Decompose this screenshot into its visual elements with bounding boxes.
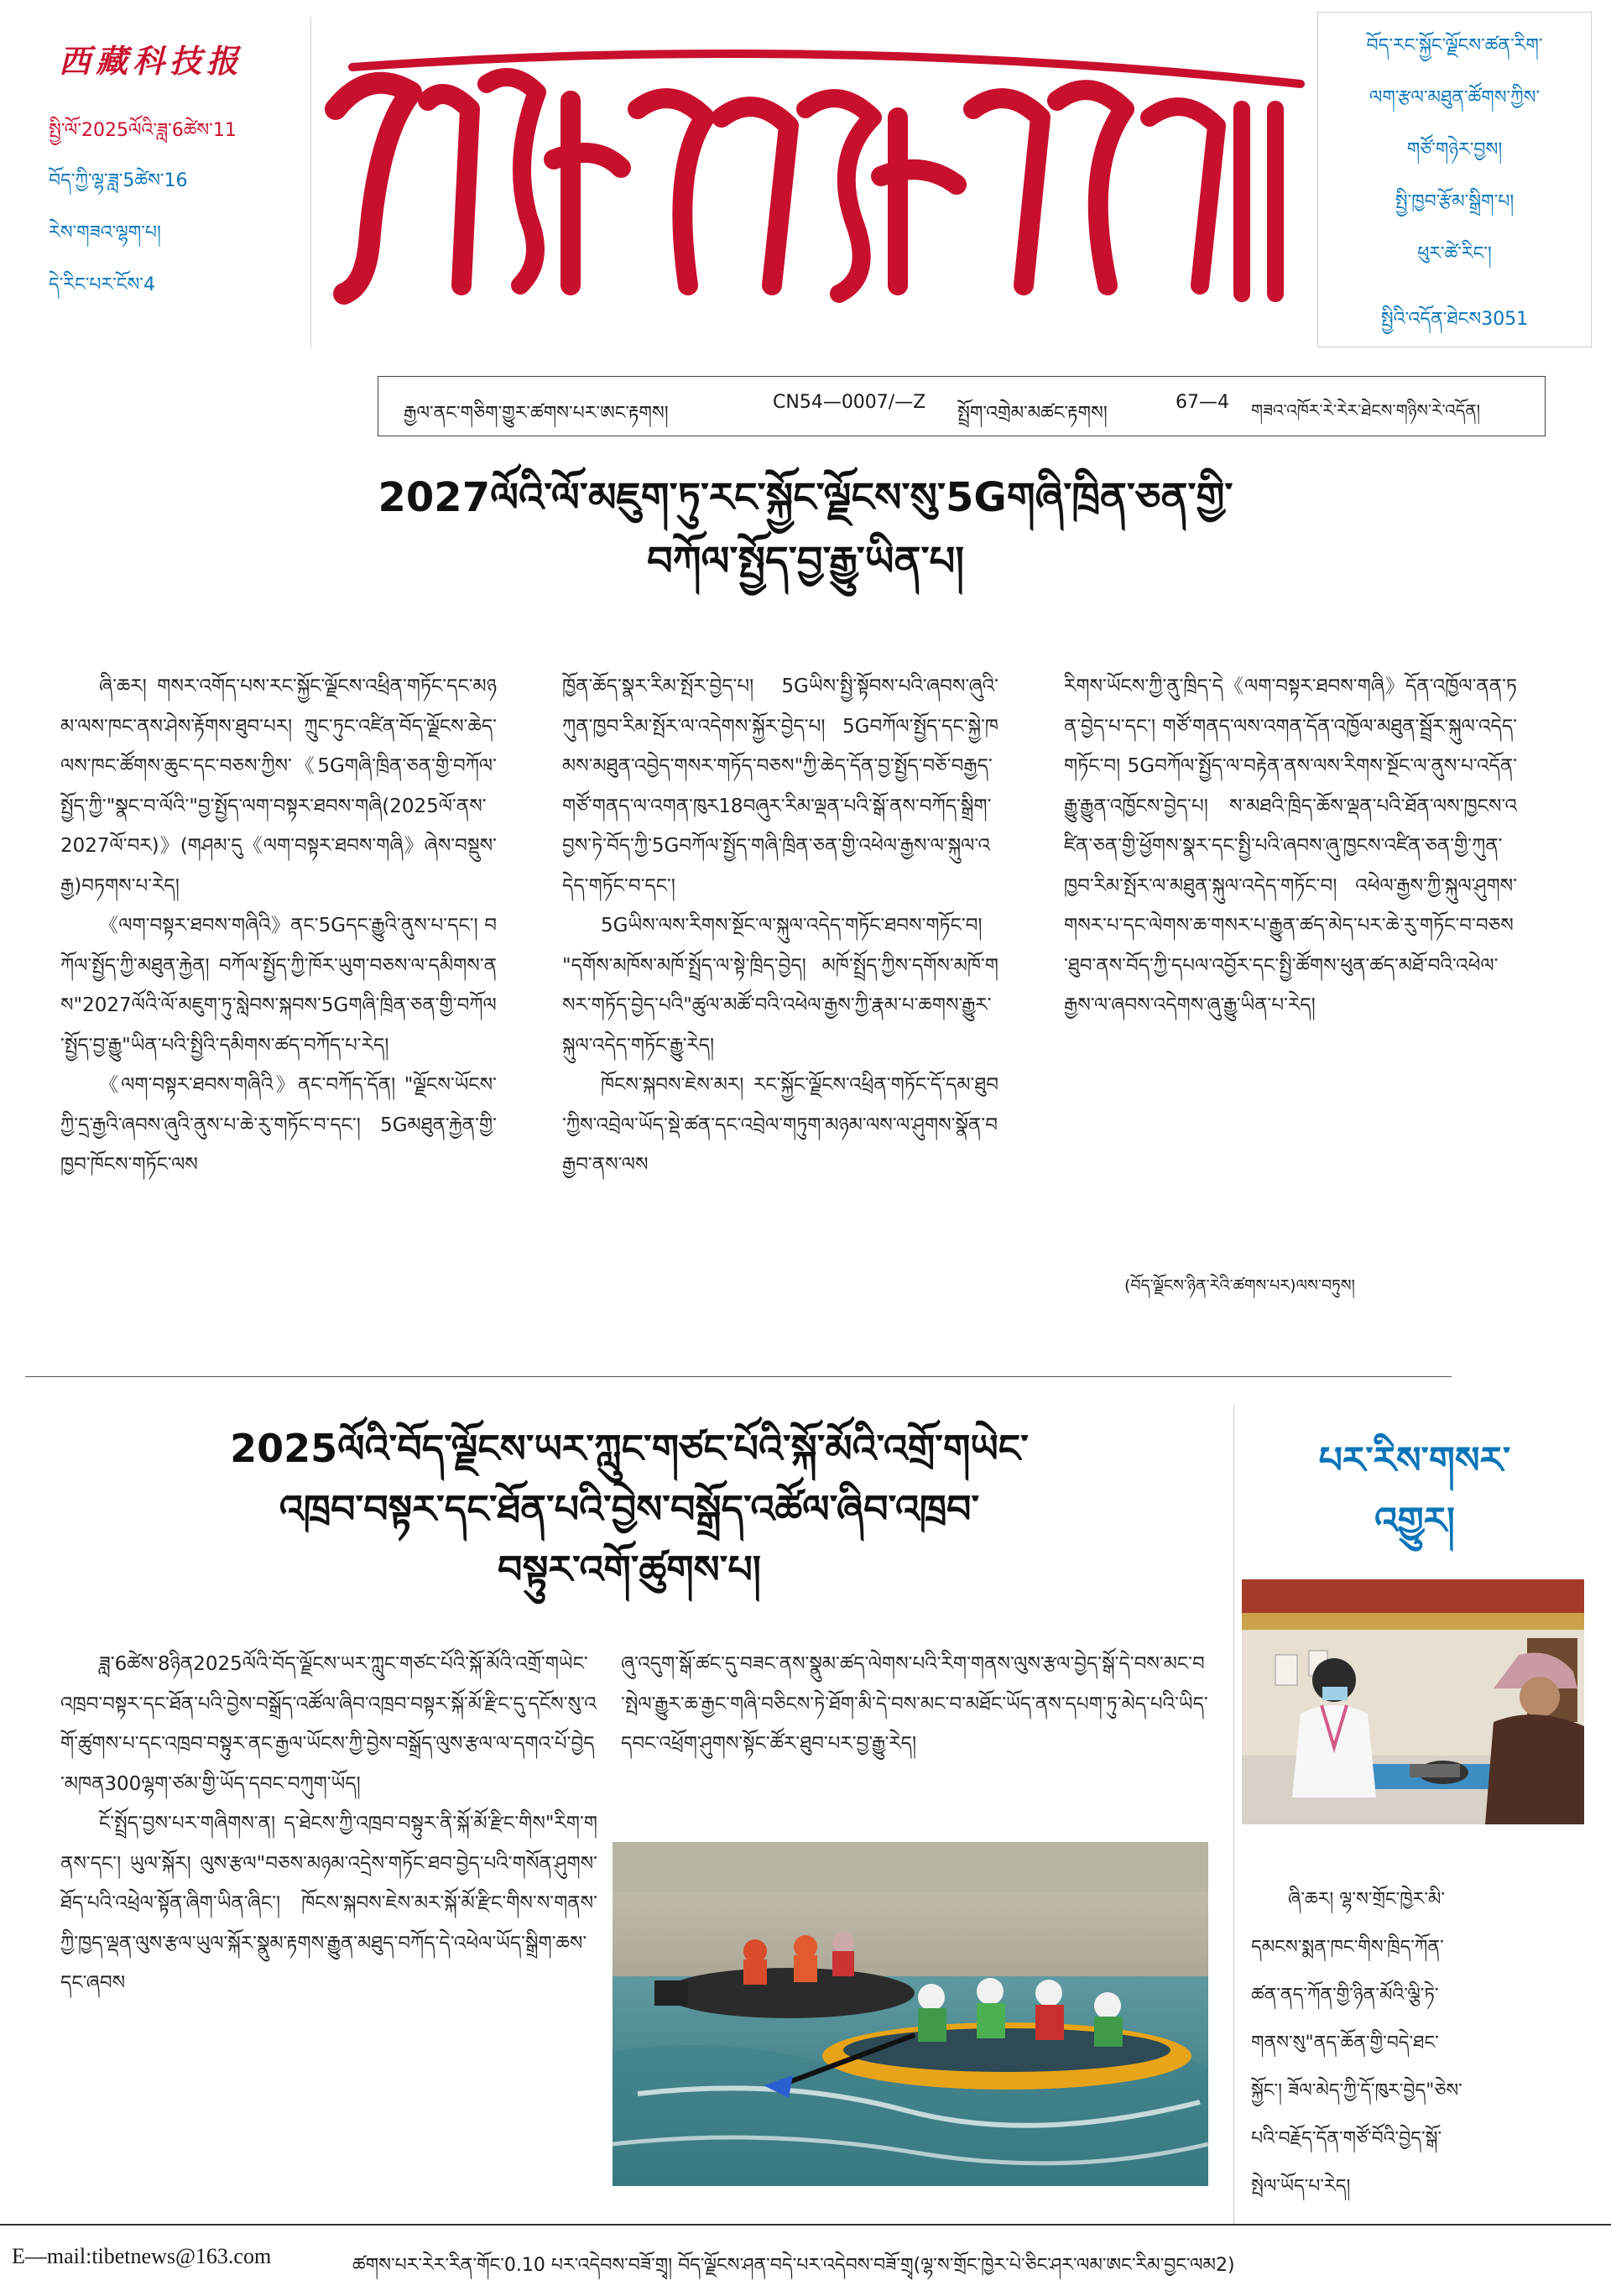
chinese-paper-name: 西藏科技报	[59, 42, 244, 80]
newspaper-logo	[319, 34, 1317, 336]
article1-paragraph: 《ལག་བསྟར་ཐབས་གཞིའི》ནང་5Gདང་རྒྱུའི་ནུས་པ་དང་། བཀོལ་སྤྱོད་ཀྱི་མཐུན་རྐྱེན། བཀོལ་སྤྱོད་ཀྱི་ཁོར་ཡུག་བཅས་ལ་དམིགས་ནས"2027ལོའི་ལོ་མཇུག་ཏུ་སླེབས་སྐབས་5Gགཞི་ཁྲིན་ཅན་གྱི་བཀོལ་སྤྱོད་བྱ་རྒྱུ"ཡིན་པའི་སྤྱིའི་དམིགས་ཚད་བཀོད་པ་རེད།	[60, 915, 497, 1057]
clinic-photo	[1242, 1579, 1584, 1824]
editor-title: སྤྱི་ཁྱབ་རྩོམ་སྒྲིག་པ།	[1395, 191, 1515, 212]
caption-line: དམངས་སྨན་ཁང་གིས་ཁྲིད་ཀོན་	[1251, 1937, 1444, 1958]
post-number: 67—4	[1176, 392, 1229, 413]
article2-headline-line3: བསྟུར་འགོ་ཚུགས་པ།	[497, 1547, 762, 1592]
page-count: དེ་རིང་པར་ངོས་4	[49, 274, 155, 295]
article1-column-3	[1064, 667, 1517, 1255]
caption-line: གནས་སུ"ནད་ཆོན་གྱི་བདེ་ཐང་	[1251, 2032, 1439, 2053]
cn-label: རྒྱལ་ནང་གཅིག་གྱུར་ཚགས་པར་ཨང་རྟགས།	[404, 403, 669, 424]
article1-paragraph: ཁོངས་སྐབས་ཇེས་མར། རང་སྐྱོང་ལྗོངས་འཕྲིན་གཏོང་དོ་དམ་ཐུབ་ཀྱིས་འབྲེལ་ཡོད་སྡེ་ཚན་དང་འབྲེལ་གཏུག་མཉམ་ལས་ལ་ཤུགས་སྣོན་བརྒྱབ་ནས་ལས	[562, 1074, 998, 1176]
article1-headline	[67, 466, 1544, 593]
article1-headline-line2: བཀོལ་སྤྱོད་བྱ་རྒྱུ་ཡིན་པ།	[646, 538, 964, 585]
article2-column-1	[60, 1645, 597, 2215]
caption-line: སྤེལ་ཡོད་པ་རེད།	[1251, 2176, 1351, 2197]
article2-paragraph: ངོ་སྤྲོད་བྱས་པར་གཞིགས་ན། ད་ཐེངས་ཀྱི་འཁྲབ་བསྟུར་ནི་སྐོ་མོ་རྫིང་གིས"རིག་གནས་དང་། ཡུལ་སྐོར། ལུས་རྩལ"བཅས་མཉམ་འདྲེས་གཏོང་ཐབ་བྱེད་པའི་གསོན་ཤུགས་ཐོད་པའི་འཕྲེལ་སྟོན་ཞིག་ཡིན་ཞིང་། ཁོངས་སྐབས་ཇེས་མར་སྐོ་མོ་རྫིང་གིས་ས་གནས་ཀྱི་ཁྱད་ལྡན་ལུས་རྩལ་ཡུལ་སྐོར་སྣུམ་རྟགས་རྒྱུན་མཐུད་བཀོད་དེ་འཕེལ་ཡོད་སྒྲིག་ཆས་དང་ཞབས	[60, 1813, 597, 1994]
sidebar-heading-line2: འགྱུར།	[1374, 1500, 1455, 1542]
masthead-right-info	[1317, 12, 1592, 347]
post-label: སྤྲོག་འགྲེམ་མཚང་རྟགས།	[957, 403, 1108, 424]
caption-line: ཚན་ནད་ཀོན་གྱི་ཉིན་མོའི་ལྕི་ཏེ་	[1251, 1985, 1439, 2006]
date-gregorian: སྤྱི་ལོ་2025ལོའི་ཟླ་6ཚེས་11	[49, 120, 237, 141]
article1-column-1	[60, 667, 497, 1338]
rafting-photo	[613, 1842, 1208, 2186]
caption-line: ཞི་ཆར། ལྷ་ས་གྲོང་ཁྱེར་མི་	[1288, 1889, 1446, 1910]
sponsor-line-3: གཙོ་གཉེར་བྱས།	[1406, 139, 1503, 160]
cn-number: CN54—0007/—Z	[773, 392, 926, 413]
article1-paragraph: ཞི་ཆར། གསར་འགོད་པས་རང་སྐྱོང་ལྗོངས་འཕྲིན་གཏོང་དང་མཉམ་ལས་ཁང་ནས་ཤེས་རྟོགས་ཐུབ་པར། ཀྲུང་ཏུང་འཛིན་བོད་ལྗོངས་ཆེད་ལས་ཁང་ཚོགས་ཆུང་དང་བཅས་ཀྱིས་《5Gགཞི་ཁྲིན་ཅན་གྱི་བཀོལ་སྤྱོད་ཀྱི་"སྣང་བ་ལོའི་"བྱ་སྤྱོད་ལག་བསྟར་ཐབས་གཞི(2025ལོ་ནས་2027ལོ་བར)》(གཤམ་དུ《ལག་བསྟར་ཐབས་གཞི》ཞེས་བསྡུས་རྒྱ)བཏགས་པ་རེད།	[60, 676, 497, 897]
sidebar-caption	[1251, 1876, 1587, 2210]
contact-email[interactable]: E—mail:tibetnews@163.com	[12, 2244, 272, 2268]
editor-name: ཕུར་ཚེ་རིང་།	[1417, 243, 1492, 264]
section-divider	[25, 1376, 1452, 1377]
article2-column-2	[621, 1645, 1208, 1829]
masthead-left-info	[18, 17, 311, 348]
publication-info-bar	[378, 376, 1546, 436]
article1-paragraph: 5Gཡིས་ལས་རིགས་སྔོང་ལ་སྐུལ་འདེད་གཏོང་ཐབས་གཏོང་བ། "དགོས་མཁོས་མཁོ་སྤྲོད་ལ་སྟེ་ཁྲིད་བྱེད། མཁོ་སྤྲོད་ཀྱིས་དགོས་མཁོ་གསར་གཏོད་བྱེད་པའི"ཚུལ་མཚོ་བའི་འཕེལ་རྒྱས་ཀྱི་རྣམ་པ་ཆགས་རྒྱུར་སྐུལ་འདེད་གཏོང་རྒྱུ་རེད།	[562, 915, 998, 1057]
article1-paragraph: 《ལག་བསྟར་ཐབས་གཞིའི》ནང་བཀོད་དོན། "ལྗོངས་ཡོངས་ཀྱི་དྲ་རྒྱའི་ཞབས་ཞུའི་ནུས་པ་ཆེ་རུ་གཏོང་བ་དང་། 5Gམཐུན་རྐྱེན་གྱི་ཁྱབ་ཁོངས་གཏོང་ལས	[60, 1074, 497, 1176]
article1-column-2	[562, 667, 998, 1338]
sponsor-line-1: བོད་རང་སྐྱོང་ལྗོངས་ཚན་རིག་	[1366, 35, 1543, 56]
caption-line: པའི་བརྗོད་དོན་གཙོ་བོའི་བྱེད་སྒོ་	[1251, 2128, 1442, 2149]
footer	[0, 2226, 1611, 2286]
article2-headline	[50, 1418, 1208, 1599]
issue-number: སྤྱིའི་འདོན་ཐེངས3051	[1380, 309, 1529, 330]
article2-paragraph: ཟླ་6ཚེས་8ཉིན2025ལོའི་བོད་ལྗོངས་ཡར་ཀླུང་གཙང་པོའི་སྐོ་མོའི་འགྲོ་གཡེང་འཁྲབ་བསྟར་དང་ཐོན་པའི་བྱེས་བསྒྲོད་འཚོལ་ཞིབ་འཁྲབ་བསྟར་སྐོ་མོ་རྫིང་དུ་དངོས་སུ་འགོ་ཚུགས་པ་དང་འཁྲབ་བསྟུར་ནང་རྒྱལ་ཡོངས་ཀྱི་བྱེས་བསྒྲོད་ལུས་རྩལ་ལ་དགའ་པོ་བྱེད་མཁན300ལྷག་ཙམ་གྱི་ཡོད་དབང་བཀུག་ཡོད།	[60, 1653, 597, 1795]
sidebar-heading	[1234, 1431, 1595, 1552]
article1-paragraph: རིགས་ཡོངས་ཀྱི་ནུ་ཁྲིད་དེ《ལག་བསྟར་ཐབས་གཞི》དོན་འཁྱོལ་ནན་ཏན་བྱེད་པ་དང་། གཙོ་གནད་ལས་འགན་དོན་འཁྱོལ་མཐུན་སྦྲོར་སྐུལ་འདེད་གཏོང་བ། 5Gབཀོལ་སྤྱོད་ལ་བརྟེན་ནས་ལས་རིགས་སྔོང་ལ་ནུས་པ་འདོན་རྒྱུ་རྒྱུན་འཁྱོངས་བྱེད་པ། ས་མཐའི་ཁྲིད་ཆོས་ལྡན་པའི་ཐོན་ལས་ཁྱངས་འཛིན་ཅན་གྱི་ཕྱོགས་སྣར་དང་སྤྱི་པའི་ཞབས་ཞུ་ཁྱངས་འཛིན་ཅན་གྱི་ཀུན་ཁྱབ་རིམ་སྤོར་ལ་མཐུན་སྐུལ་འདེད་གཏོང་བ། འཕེལ་རྒྱས་ཀྱི་སྐུལ་ཤུགས་གསར་པ་དང་ལེགས་ཆ་གསར་པ་རྒྱུན་ཚད་མེད་པར་ཆེ་རུ་གཏོང་བ་བཅས་ཐུབ་ནས་བོད་ཀྱི་དཔལ་འབྱོར་དང་སྤྱི་ཚོགས་ཕུན་ཚད་མཐོ་བའི་འཕེལ་རྒྱས་ལ་ཞབས་འདེགས་ཞུ་རྒྱུ་ཡིན་པ་རེད།	[1064, 676, 1517, 1016]
article1-byline: (བོད་ལྗོངས་ཉིན་རེའི་ཚགས་པར)ལས་བཏུས།	[1124, 1276, 1355, 1295]
price-printer-note: ཚགས་པར་རེར་རིན་གོང་0.10 པར་འདེབས་བཟོ་གྲྭ། བོད་ལྗོངས་ཤན་བདེ་པར་འདེབས་བཟོ་གྲྭ(ལྷ་ས་གྲོང་ཁྱེར་པེ་ཅིང་ཤར་ལམ་ཨང་རིམ་བྱང་ལམ2)	[352, 2255, 1235, 2276]
article1-paragraph: ཁྱོན་ཆོད་སྣར་རིམ་སྤོར་བྱེད་པ། 5Gཡིས་སྤྱི་སྟོབས་པའི་ཞབས་ཞུའི་ཀུན་ཁྱབ་རིམ་སྤོར་ལ་འདེགས་སྐྱོར་བྱེད་པ། 5Gབཀོལ་སྤྱོད་དང་སྐྱེ་ཁམས་མཐུན་འབྱེད་གསར་གཏོད་བཅས"ཀྱི་ཆེད་དོན་བྱ་སྤྱོད་བཅོ་བརྒྱད་གཙོ་གནད་ལ་འགན་ཁུར18བཞུར་རིམ་ལྡན་པའི་སྒོ་ནས་བཀོད་སྒྲིག་བྱས་ཏེ་བོད་ཀྱི་5Gབཀོལ་སྤྱོད་གཞི་ཁྲིན་ཅན་གྱི་འཕེལ་རྒྱས་ལ་སྐུལ་འདེད་གཏོང་བ་དང་།	[562, 676, 998, 897]
publish-frequency: གཟའ་འཁོར་རེ་རེར་ཐེངས་གཉིས་རེ་འདོན།	[1251, 400, 1481, 420]
sponsor-line-2: ལག་རྩལ་མཐུན་ཚོགས་ཀྱིས་	[1369, 87, 1541, 108]
date-tibetan: བོད་ཀྱི་ལྷ་ཟླ་5ཚེས་16	[49, 170, 188, 191]
article1-headline-line1: 2027ལོའི་ལོ་མཇུག་ཏུ་རང་སྐྱོང་ལྗོངས་སུ་5Gགཞི་ཁྲིན་ཅན་གྱི་	[378, 474, 1233, 521]
weekday: རེས་གཟའ་ལྷག་པ།	[49, 222, 161, 243]
article2-headline-line2: འཁྲབ་བསྟར་དང་ཐོན་པའི་བྱེས་བསྒྲོད་འཚོལ་ཞིབ་འཁྲབ་	[279, 1486, 980, 1532]
caption-line: སྐྱོང་། ཟོལ་མེད་ཀྱི་དོ་ཁུར་བྱེད"ཅེས་	[1251, 2080, 1462, 2101]
article2-paragraph: ཞུ་འདུག་སྒོ་ཚང་དུ་བཟང་ནས་སྣུམ་ཚད་ལེགས་པའི་རིག་གནས་ལུས་རྩལ་བྱེད་སྒོ་དེ་བས་མང་བ་སྤེལ་རྒྱུར་ཆ་རྒྱང་གཞི་བཅིངས་ཏེ་ཐོག་མི་དེ་བས་མང་བ་མཐོང་ཡོད་ནས་དཔག་ཏུ་མེད་པའི་ཡིད་དབང་འཕྲོག་ཤུགས་སྟོང་ཚོར་ཐུབ་པར་བྱ་རྒྱུ་རེད།	[621, 1653, 1208, 1755]
sidebar-heading-line1: པར་རིས་གསར་	[1318, 1439, 1511, 1482]
article2-headline-line1: 2025ལོའི་བོད་ལྗོངས་ཡར་ཀླུང་གཙང་པོའི་སྐོ་མོའི་འགྲོ་གཡེང་	[230, 1426, 1029, 1471]
